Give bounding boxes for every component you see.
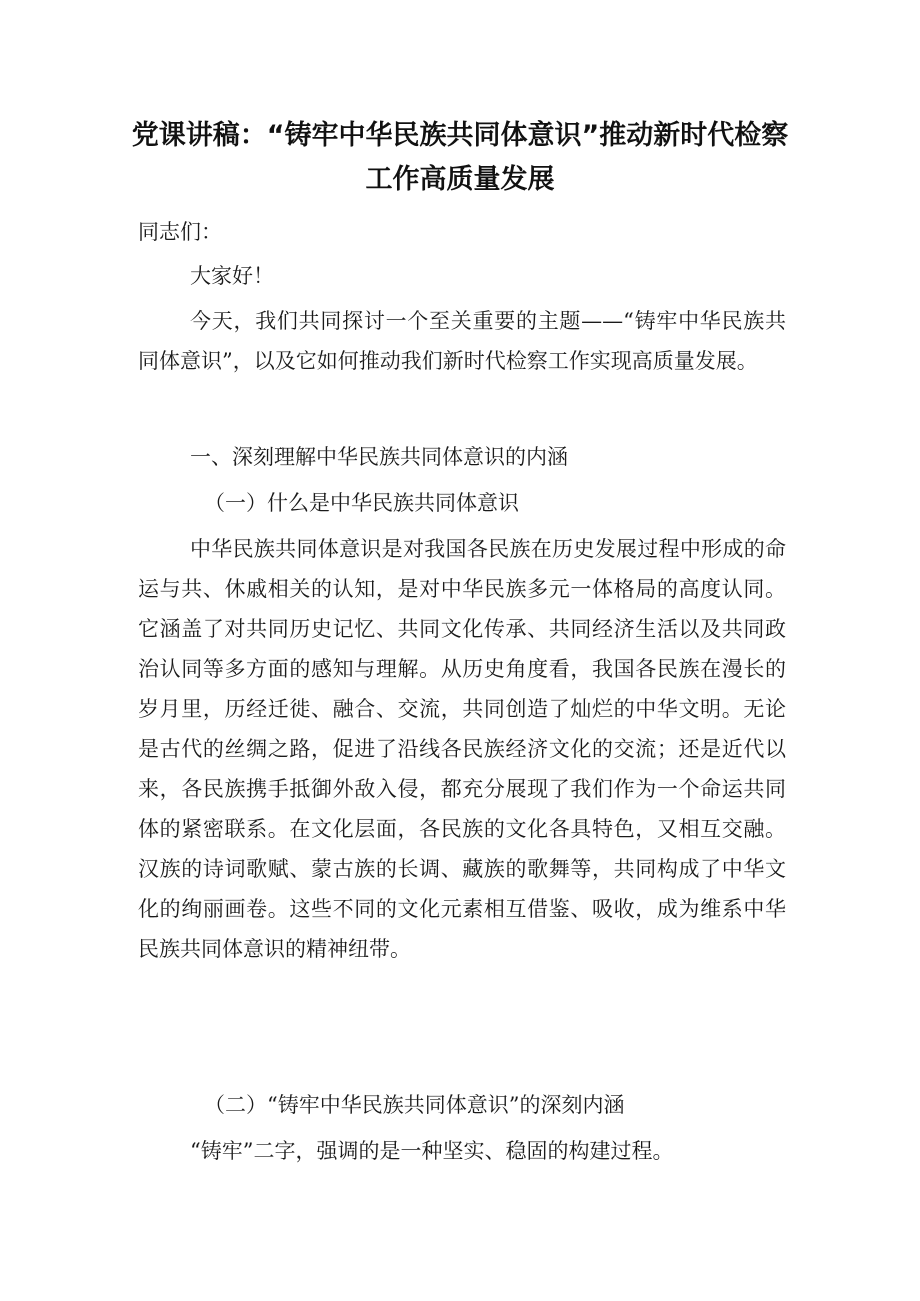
document-title: 党课讲稿：“铸牢中华民族共同体意识”推动新时代检察工作高质量发展 [131, 120, 789, 195]
intro-paragraph: 今天，我们共同探讨一个至关重要的主题——“铸牢中华民族共同体意识”，以及它如何推动我们新时代检察工作实现高质量发展。 [138, 309, 786, 373]
salutation: 同志们： [138, 220, 222, 244]
greeting: 大家好！ [190, 264, 274, 288]
subsection-2-heading: （二）“铸牢中华民族共同体意识”的深刻内涵 [204, 1093, 625, 1117]
subsection-1-body: 中华民族共同体意识是对我国各民族在历史发展过程中形成的命运与共、休戚相关的认知，是对中华民族多元一体格局的高度认同。它涵盖了对共同历史记忆、共同文化传承、共同经济生活以及共同政治认同等多方面的感知与理解。从历史角度看，我国各民族在漫长的岁月里，历经迁徙、融合、交流，共同创造了灿烂的中华文明。无论是古代的丝绸之路，促进了沿线各民族经济文化的交流；还是近代以来，各民族携手抵御外敌入侵，都充分展现了我们作为一个命运共同体的紧密联系。在文化层面，各民族的文化各具特色，又相互交融。汉族的诗词歌赋、蒙古族的长调、藏族的歌舞等，共同构成了中华文化的绚丽画卷。这些不同的文化元素相互借鉴、吸收，成为维系中华民族共同体意识的精神纽带。 [138, 537, 786, 961]
section-1-heading: 一、深刻理解中华民族共同体意识的内涵 [190, 445, 568, 469]
subsection-2-body: “铸牢”二字，强调的是一种坚实、稳固的构建过程。 [190, 1139, 674, 1163]
subsection-1-heading: （一）什么是中华民族共同体意识 [204, 491, 519, 515]
